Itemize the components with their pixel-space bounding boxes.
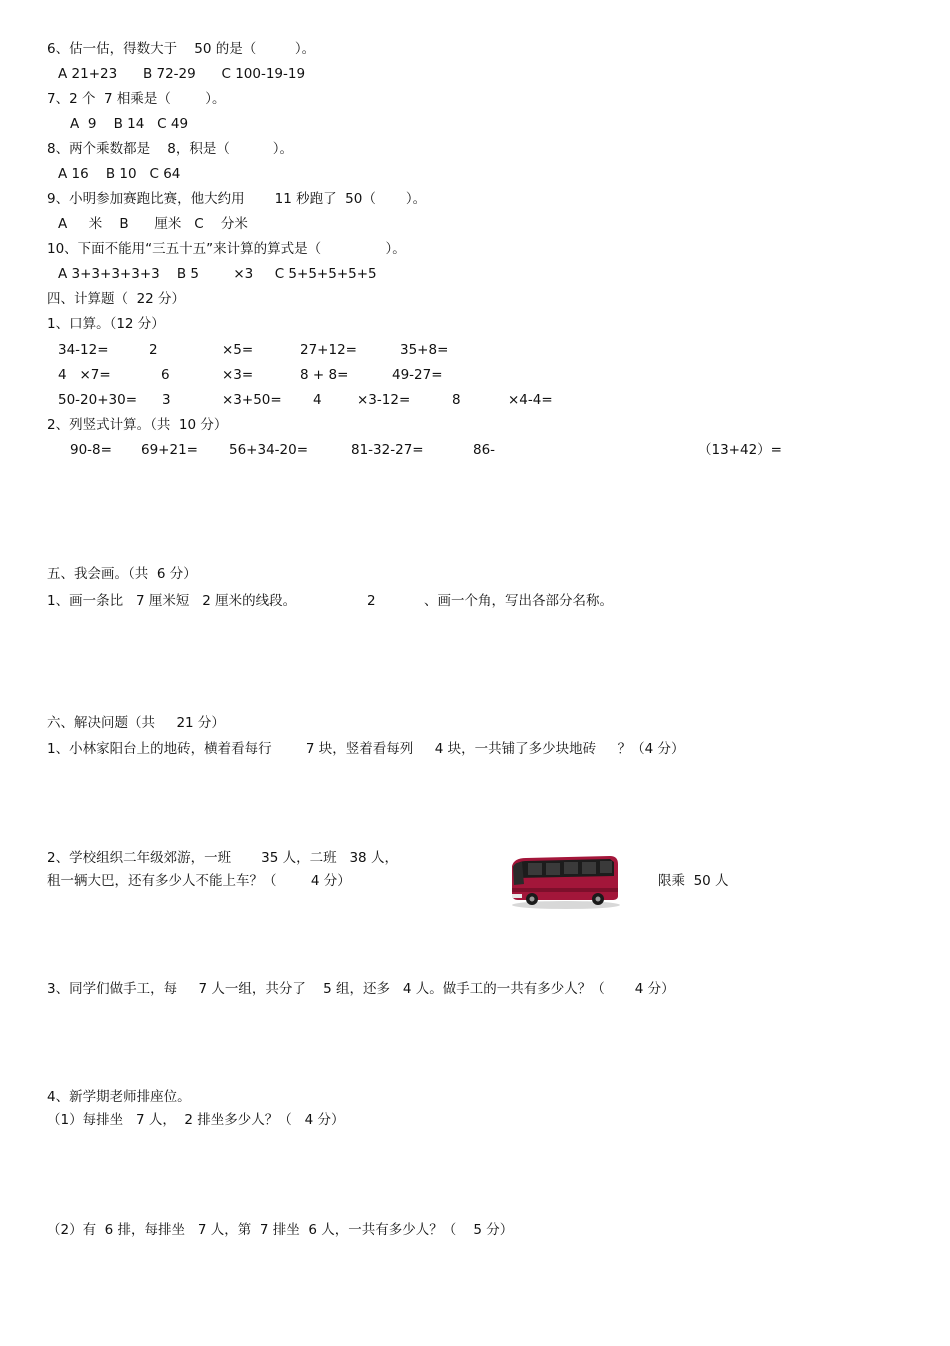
draw-q1: 1、画一条比 7 厘米短 2 厘米的线段。 xyxy=(47,593,297,609)
q7-options: A 9 B 14 C 49 xyxy=(70,116,189,132)
vertical-item: （13+42）= xyxy=(698,442,782,458)
q10-options: A 3+3+3+3+3 B 5 ×3 C 5+5+5+5+5 xyxy=(58,266,377,282)
section-4-title: 四、计算题（ 22 分） xyxy=(47,291,186,307)
oral-item: ×5= xyxy=(222,342,254,358)
section-6-title: 六、解决问题（共 21 分） xyxy=(47,715,225,731)
oral-item: 4 ×7= xyxy=(58,367,111,383)
q6-options: A 21+23 B 72-29 C 100-19-19 xyxy=(58,66,306,82)
oral-item: 35+8= xyxy=(400,342,449,358)
oral-item: 34-12= xyxy=(58,342,109,358)
vertical-item: 69+21= xyxy=(141,442,198,458)
vertical-item: 90-8= xyxy=(70,442,112,458)
oral-item: ×3+50= xyxy=(222,392,282,408)
oral-item: 4 xyxy=(313,392,322,408)
q9-options: A 米 B 厘米 C 分米 xyxy=(58,216,248,232)
vertical-item: 56+34-20= xyxy=(229,442,309,458)
vertical-calc-title: 2、列竖式计算。（共 10 分） xyxy=(47,417,228,433)
oral-item: 50-20+30= xyxy=(58,392,138,408)
oral-item: ×3-12= xyxy=(357,392,411,408)
section-5-title: 五、我会画。（共 6 分） xyxy=(47,566,197,582)
q7-stem: 7、2 个 7 相乘是（ ）。 xyxy=(47,91,226,107)
draw-q2-text: 、画一个角，写出各部分名称。 xyxy=(424,593,613,609)
q10-stem: 10、下面不能用“三五十五”来计算的算式是（ ）。 xyxy=(47,241,406,257)
q9-stem: 9、小明参加赛跑比赛，他大约用 11 秒跑了 50（ ）。 xyxy=(47,191,427,207)
problem-3: 3、同学们做手工，每 7 人一组，共分了 5 组，还多 4 人。做手工的一共有多少人？（ 4 分） xyxy=(47,981,675,997)
q6-stem: 6、估一估，得数大于 50 的是（ ）。 xyxy=(47,41,316,57)
problem-4: 4、新学期老师排座位。 xyxy=(47,1089,191,1105)
oral-item: 6 xyxy=(161,367,170,383)
problem-2-line-2: 租一辆大巴，还有多少人不能上车？（ 4 分） xyxy=(47,873,351,889)
problem-4-part-1: （1）每排坐 7 人， 2 排坐多少人？（ 4 分） xyxy=(47,1112,345,1128)
problem-2-line-1: 2、学校组织二年级郊游，一班 35 人，二班 38 人， xyxy=(47,850,398,866)
q8-options: A 16 B 10 C 64 xyxy=(58,166,181,182)
oral-item: 49-27= xyxy=(392,367,443,383)
oral-item: ×3= xyxy=(222,367,254,383)
oral-item: 8 xyxy=(452,392,461,408)
draw-q2-number: 2 xyxy=(367,593,376,609)
oral-item: 27+12= xyxy=(300,342,357,358)
bus-image xyxy=(506,852,622,910)
oral-item: 8 + 8= xyxy=(300,367,349,383)
oral-item: 2 xyxy=(149,342,158,358)
vertical-item: 86- xyxy=(473,442,496,458)
oral-item: ×4-4= xyxy=(508,392,553,408)
q8-stem: 8、两个乘数都是 8，积是（ ）。 xyxy=(47,141,294,157)
bus-capacity-label: 限乘 50 人 xyxy=(658,873,729,889)
vertical-item: 81-32-27= xyxy=(351,442,424,458)
oral-calc-title: 1、口算。（12 分） xyxy=(47,316,165,332)
oral-item: 3 xyxy=(162,392,171,408)
problem-1: 1、小林家阳台上的地砖，横着看每行 7 块，竖着看每列 4 块，一共铺了多少块地砖 ？（4 分） xyxy=(47,741,685,757)
problem-4-part-2: （2）有 6 排，每排坐 7 人，第 7 排坐 6 人，一共有多少人？（ 5 分） xyxy=(47,1222,514,1238)
